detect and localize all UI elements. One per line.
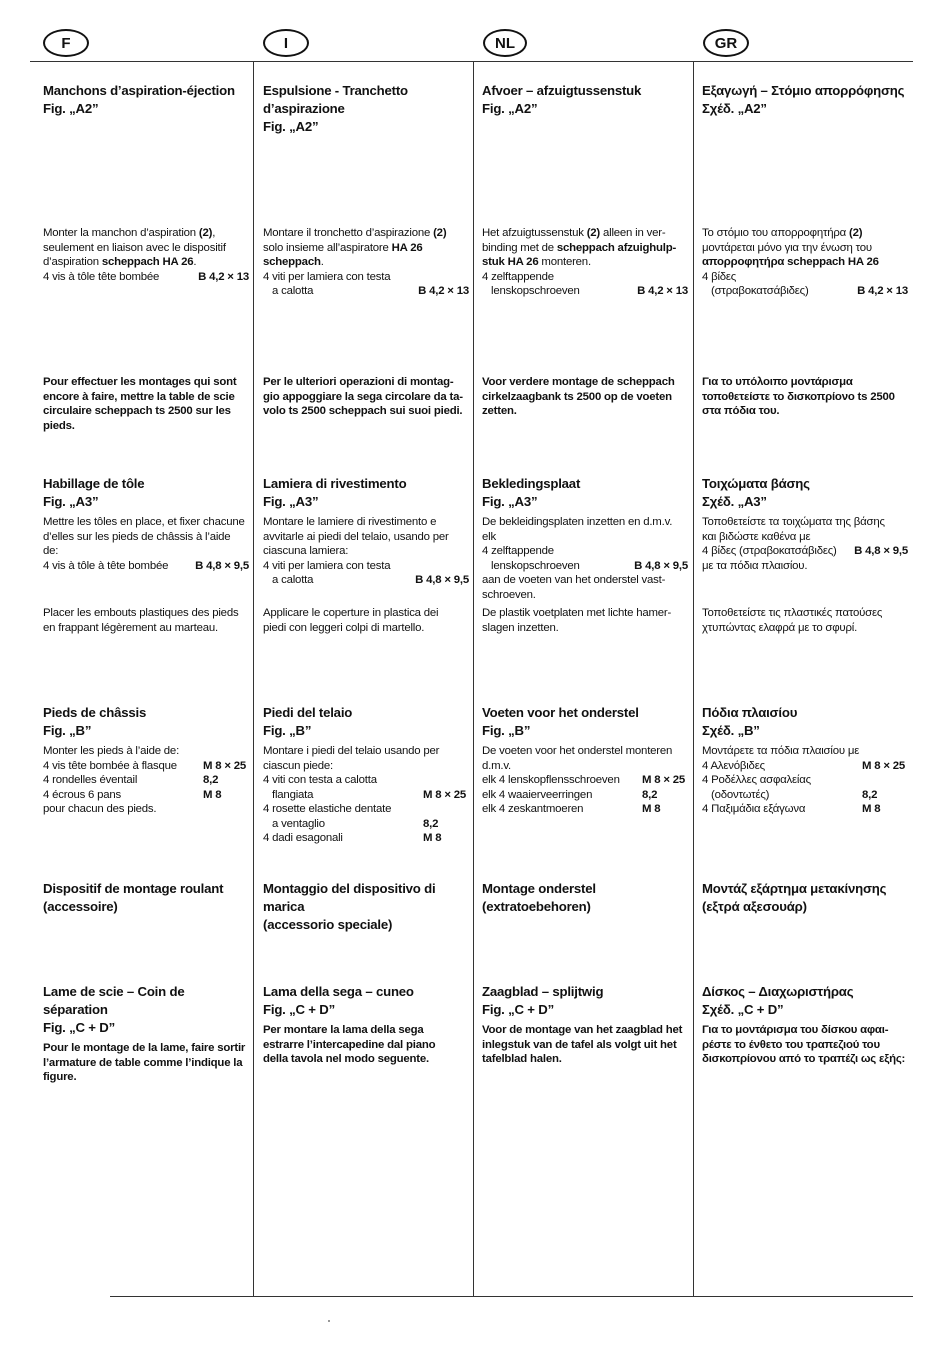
part-row <box>43 788 249 803</box>
text-line: και βιδώστε καθένα με <box>702 530 811 543</box>
text-line: Montage onderstel <box>482 881 596 896</box>
figure-ref: Σχέδ. „C + D” <box>702 1002 784 1017</box>
screw-spec <box>263 559 469 574</box>
screw-label-2: a calotta <box>272 285 314 297</box>
text-line: gio appoggiare la sega circolare da ta- <box>263 390 463 403</box>
suction-text <box>263 226 469 270</box>
stray-mark <box>328 1320 330 1322</box>
feet-parts-list <box>482 773 688 817</box>
text-line: figure. <box>43 1071 77 1083</box>
mounting-note <box>702 375 908 419</box>
text-line: ciascun piede: <box>263 759 334 772</box>
text-fragment: Het afzuigtussenstuk <box>482 227 587 239</box>
text-line: pieds. <box>43 419 75 432</box>
part-row <box>263 773 469 788</box>
section-suction <box>482 82 688 118</box>
text-line: encore à faire, mettre la table de scie <box>43 390 235 403</box>
suction-text <box>482 226 688 270</box>
feet-after <box>43 802 249 817</box>
text-fragment: (2) <box>433 227 447 239</box>
text-fragment: . <box>193 256 197 268</box>
part-row-cont <box>263 817 469 832</box>
section-title: Lame de scie – Coin de séparation <box>43 984 185 1017</box>
part-name-cont: a ventaglio <box>272 817 325 830</box>
part-name-cont: (οδοντωτές) <box>711 788 770 801</box>
screw-label-2: (στραβοκατσάβιδες) <box>711 285 809 297</box>
figure-ref: Fig. „A3” <box>263 494 319 509</box>
header-rule <box>30 61 913 62</box>
section-feet <box>702 704 908 817</box>
section-rolling-device <box>43 880 249 916</box>
part-name: 4 Παξιμάδια εξάγωνα <box>702 803 806 815</box>
section-title: Piedi del telaio <box>263 705 353 720</box>
feet-parts-list <box>263 773 469 846</box>
part-size: M 8 × 25 <box>203 759 247 772</box>
section-rolling-device <box>263 880 469 934</box>
text-line: ciascuna lamiera: <box>263 545 349 557</box>
part-name: elk 4 waaierveerringen <box>482 788 593 801</box>
text-line: inlegstuk van de tafel als volgt uit het <box>482 1038 677 1051</box>
section-saw-blade <box>482 983 688 1067</box>
section-suction <box>263 82 469 136</box>
screw-spec-2 <box>702 284 908 299</box>
section-title: Τοιχώματα βάσης <box>702 476 810 491</box>
section-suction <box>702 82 908 118</box>
part-size <box>862 773 908 788</box>
text-fragment: . <box>320 256 324 268</box>
text-line: avvitarle ai piedi del telaio, usando per <box>263 530 449 543</box>
part-row <box>263 831 469 846</box>
mounting-note-text <box>263 375 469 419</box>
text-line: schroeven. <box>482 588 536 601</box>
figure-ref: Fig. „A2” <box>263 119 319 134</box>
footer-rule <box>110 1296 913 1297</box>
text-line: τοποθετείστε το δισκοπρίονο ts 2500 <box>702 390 895 403</box>
figure-ref: Fig. „A2” <box>482 101 538 116</box>
text-line: Voor verdere montage de scheppach <box>482 376 675 388</box>
figure-ref: Fig. „C + D” <box>482 1002 554 1017</box>
cladding-after <box>702 559 908 574</box>
saw-blade-text <box>702 1023 908 1067</box>
screw-spec-2 <box>263 573 469 588</box>
text-fragment: Monter la manchon d’aspiration <box>43 227 199 239</box>
mounting-note <box>482 375 688 419</box>
screw-value-2: B 4,8 × 9,5 <box>634 559 688 572</box>
text-line: Μοντάζ εξάρτημα μετακίνησης <box>702 881 887 896</box>
section-cladding <box>702 475 908 573</box>
part-row-cont <box>263 788 469 803</box>
section-title: Δίσκος – Διαχωριστήρας <box>702 984 854 999</box>
feet-intro <box>263 744 469 773</box>
section-title: Afvoer – afzuigtussenstuk <box>482 83 642 98</box>
lang-badge-gr: GR <box>703 29 749 57</box>
screw-value: B 4,8 × 9,5 <box>854 545 908 557</box>
text-line: (accessoire) <box>43 899 118 914</box>
mounting-note-text <box>702 375 908 419</box>
plastic-caps-note <box>482 606 688 635</box>
text-line: ρέστε το ένθετο του τραπεζιού του <box>702 1038 880 1051</box>
text-line: με τα πόδια πλαισίου. <box>702 559 808 572</box>
column-divider <box>253 62 254 1296</box>
screw-label: 4 βίδες <box>702 270 737 283</box>
part-name: 4 Ροδέλλες ασφαλείας <box>702 774 811 786</box>
text-line: della tavola nel modo seguente. <box>263 1053 429 1065</box>
suction-text <box>43 226 249 270</box>
plastic-caps-note <box>43 606 249 635</box>
text-fragment: scheppach afzuighulp- <box>556 241 677 254</box>
text-fragment: binding met de <box>482 241 557 254</box>
text-fragment: απορροφητήρα scheppach HA 26 <box>702 256 879 268</box>
part-name: 4 Αλενόβιδες <box>702 759 765 772</box>
text-line: Monter les pieds à l’aide de: <box>43 745 180 757</box>
text-line: Pour le montage de la lame, faire sortir <box>43 1042 246 1054</box>
part-size: M 8 <box>203 788 222 801</box>
mounting-note <box>263 375 469 419</box>
figure-ref: Fig. „A2” <box>43 101 99 116</box>
part-size: M 8 <box>642 803 661 815</box>
lang-badge-nl: NL <box>483 29 527 57</box>
text-line: d’elles sur les pieds de châssis à l’aide <box>43 530 231 543</box>
text-line: Montare le lamiere di rivestimento e <box>263 516 437 528</box>
plastic-caps-text <box>702 606 908 635</box>
text-line: en frappant légèrement au marteau. <box>43 621 218 634</box>
screw-value-2: B 4,2 × 13 <box>857 285 908 297</box>
part-row-cont <box>702 788 908 803</box>
text-line: zetten. <box>482 405 517 417</box>
cladding-text <box>482 515 688 544</box>
text-line: Για το μοντάρισμα του δίσκου αφαι- <box>702 1024 889 1036</box>
section-title: Bekledingsplaat <box>482 476 581 491</box>
saw-blade-text <box>43 1041 249 1085</box>
section-cladding <box>482 475 688 602</box>
text-fragment: μοντάρεται μόνο για την ένωση του <box>702 241 872 254</box>
cladding-text <box>263 515 469 559</box>
text-line: volo ts 2500 scheppach sui suoi piedi. <box>263 405 463 417</box>
part-name: 4 rosette elastiche dentate <box>263 803 392 815</box>
text-fragment: HA 26 <box>391 241 423 254</box>
screw-spec <box>263 270 469 285</box>
text-line: Per montare la lama della sega <box>263 1024 424 1036</box>
part-name: 4 rondelles éventail <box>43 774 138 786</box>
text-fragment: monteren. <box>538 256 591 268</box>
section-rolling-device <box>482 880 688 916</box>
figure-ref: Fig. „B” <box>43 723 92 738</box>
part-name: 4 écrous 6 pans <box>43 788 122 801</box>
text-fragment: scheppach HA 26 <box>101 256 194 268</box>
screw-label-2: a calotta <box>272 574 314 586</box>
section-feet <box>43 704 249 817</box>
rolling-device-title <box>43 880 249 916</box>
screw-spec <box>43 559 249 574</box>
screw-value-2: B 4,2 × 13 <box>418 285 469 297</box>
text-line: Voor de montage van het zaagblad het <box>482 1024 683 1036</box>
text-line: piedi con leggeri colpi di martello. <box>263 621 425 634</box>
text-fragment: Το στόμιο του απορροφητήρα <box>702 227 850 239</box>
section-saw-blade <box>43 983 249 1085</box>
section-cladding <box>263 475 469 588</box>
suction-instructions <box>43 226 249 284</box>
cladding-text <box>43 515 249 559</box>
part-size: 8,2 <box>203 774 219 786</box>
cladding-text <box>702 515 908 544</box>
text-line: aan de voeten van het onderstel vast- <box>482 574 666 586</box>
text-line: Montaggio del dispositivo di <box>263 881 436 896</box>
screw-value: B 4,8 × 9,5 <box>195 559 249 572</box>
text-fragment: (2) <box>198 227 213 239</box>
text-line: pour chacun des pieds. <box>43 803 157 815</box>
feet-parts-list <box>702 759 908 817</box>
plastic-caps-note <box>263 606 469 635</box>
text-line: Pour effectuer les montages qui sont <box>43 376 237 388</box>
section-title: Πόδια πλαισίου <box>702 705 798 720</box>
plastic-caps-text <box>43 606 249 635</box>
screw-label: 4 viti per lamiera con testa <box>263 559 391 572</box>
part-row <box>43 773 249 788</box>
text-fragment: stuk HA 26 <box>482 256 539 268</box>
rolling-device-title <box>482 880 688 916</box>
text-line: Per le ulteriori operazioni di montag- <box>263 376 454 388</box>
screw-spec <box>43 270 249 285</box>
text-line: Montare i piedi del telaio usando per <box>263 745 440 757</box>
screw-label: 4 zelftappende <box>482 545 554 557</box>
figure-ref: Σχέδ. „A3” <box>702 494 767 509</box>
text-line: tafelblad halen. <box>482 1053 562 1065</box>
text-fragment: scheppach <box>263 256 321 268</box>
screw-label: 4 βίδες (στραβοκατσάβιδες) <box>702 545 837 557</box>
screw-value-2: B 4,2 × 13 <box>637 285 688 297</box>
part-size: M 8 × 25 <box>642 774 686 786</box>
part-size: 8,2 <box>862 788 878 801</box>
part-size: M 8 × 25 <box>423 788 467 801</box>
text-line: Για το υπόλοιπο μοντάρισμα <box>702 376 853 388</box>
section-title: Espulsione - Tranchetto d’aspirazione <box>263 83 408 116</box>
text-line: στα πόδια του. <box>702 405 780 417</box>
part-size <box>423 773 469 788</box>
figure-ref: Σχέδ. „B” <box>702 723 760 738</box>
saw-blade-text <box>482 1023 688 1067</box>
screw-spec-2 <box>482 559 688 574</box>
section-suction <box>43 82 249 118</box>
plastic-caps-text <box>482 606 688 635</box>
figure-ref: Fig. „C + D” <box>43 1020 115 1035</box>
text-line: δισκοπρίονου από το τραπέζι ως εξής: <box>702 1053 906 1065</box>
text-fragment: solo insieme all’aspiratore <box>263 241 392 254</box>
screw-value: B 4,2 × 13 <box>198 270 249 283</box>
part-row <box>263 802 469 817</box>
screw-spec <box>702 544 908 559</box>
mounting-note <box>43 375 249 433</box>
section-feet <box>482 704 688 817</box>
screw-spec <box>482 270 688 285</box>
text-line: circulaire scheppach ts 2500 sur les <box>43 405 231 417</box>
section-feet <box>263 704 469 846</box>
rolling-device-title <box>263 880 469 934</box>
text-line: Dispositif de montage roulant <box>43 881 224 896</box>
screw-value-2: B 4,8 × 9,5 <box>415 574 469 586</box>
part-row <box>482 773 688 788</box>
section-title: Lamiera di rivestimento <box>263 476 407 491</box>
screw-spec-2 <box>482 284 688 299</box>
text-fragment: , <box>212 227 216 239</box>
feet-intro <box>482 744 688 773</box>
part-row <box>482 788 688 803</box>
section-title: Pieds de châssis <box>43 705 147 720</box>
figure-ref: Fig. „B” <box>263 723 312 738</box>
text-line: d.m.v. <box>482 759 511 772</box>
suction-instructions <box>482 226 688 299</box>
part-name-cont: flangiata <box>272 788 314 801</box>
text-line: marica <box>263 899 305 914</box>
figure-ref: Fig. „A3” <box>43 494 99 509</box>
text-line: Mettre les tôles en place, et fixer chacune <box>43 516 245 528</box>
screw-label: 4 vis à tôle tête bombée <box>43 270 160 283</box>
text-fragment: alleen in ver- <box>600 227 666 239</box>
text-line: cirkelzaagbank ts 2500 op de voeten <box>482 390 672 403</box>
text-fragment: Montare il tronchetto d’aspirazione <box>263 227 434 239</box>
mounting-note-text <box>482 375 688 419</box>
rolling-device-title <box>702 880 908 916</box>
text-fragment: (2) <box>849 227 863 239</box>
screw-spec-2 <box>263 284 469 299</box>
plastic-caps-note <box>702 606 908 635</box>
part-size: 8,2 <box>642 788 658 801</box>
text-line: l’armature de table comme l’indique la <box>43 1056 243 1069</box>
screw-label-2: lenskopschroeven <box>491 559 580 572</box>
plastic-caps-text <box>263 606 469 635</box>
part-row <box>702 802 908 817</box>
suction-text <box>702 226 908 270</box>
text-line: Applicare le coperture in plastica dei <box>263 607 439 619</box>
section-title: Zaagblad – splijtwig <box>482 984 604 999</box>
text-line: (εξτρά αξεσουάρ) <box>702 899 807 914</box>
part-row <box>702 759 908 774</box>
text-line: (extratoebehoren) <box>482 899 591 914</box>
suction-instructions <box>263 226 469 299</box>
feet-intro <box>43 744 249 759</box>
text-line: Μοντάρετε τα πόδια πλαισίου με <box>702 745 860 757</box>
part-size <box>423 802 469 817</box>
section-rolling-device <box>702 880 908 916</box>
screw-label: 4 vis à tôle à tête bombée <box>43 559 169 572</box>
screw-spec <box>482 544 688 559</box>
part-name: 4 dadi esagonali <box>263 832 343 844</box>
text-line: Placer les embouts plastiques des pieds <box>43 607 239 619</box>
part-name: elk 4 zeskantmoeren <box>482 803 584 815</box>
part-size: 8,2 <box>423 817 439 830</box>
part-size: M 8 × 25 <box>862 759 906 772</box>
section-title: Manchons d’aspiration-éjection <box>43 83 235 98</box>
feet-intro <box>702 744 908 759</box>
part-row <box>43 759 249 774</box>
figure-ref: Fig. „A3” <box>482 494 538 509</box>
screw-spec <box>702 270 908 285</box>
section-title: Voeten voor het onderstel <box>482 705 639 720</box>
section-saw-blade <box>702 983 908 1067</box>
part-name: elk 4 lenskopflensschroeven <box>482 774 620 786</box>
part-row <box>702 773 908 788</box>
text-line: estrarre l’intercapedine dal piano <box>263 1038 436 1051</box>
text-line: Τοποθετείστε τα τοιχώματα της βάσης <box>702 516 885 528</box>
lang-badge-f: F <box>43 29 89 57</box>
text-line: χτυπώντας ελαφρά με το σφυρί. <box>702 621 858 634</box>
text-fragment: (2) <box>586 227 601 239</box>
feet-parts-list <box>43 759 249 803</box>
text-line: slagen inzetten. <box>482 621 559 634</box>
text-line: (accessorio speciale) <box>263 917 393 932</box>
lang-badge-i: I <box>263 29 309 57</box>
screw-label: 4 zelftappende <box>482 270 554 283</box>
text-fragment: seulement en liaison avec le dispositif <box>43 241 226 254</box>
part-size: M 8 <box>862 803 881 815</box>
text-line: de: <box>43 545 59 557</box>
screw-label-2: lenskopschroeven <box>491 285 580 297</box>
part-size: M 8 <box>423 832 442 844</box>
column-divider <box>473 62 474 1296</box>
figure-ref: Fig. „C + D” <box>263 1002 335 1017</box>
cladding-after <box>482 573 688 602</box>
section-title: Habillage de tôle <box>43 476 145 491</box>
part-row <box>482 802 688 817</box>
text-line: De voeten voor het onderstel monteren <box>482 745 673 757</box>
saw-blade-text <box>263 1023 469 1067</box>
text-line: Τοποθετείστε τις πλαστικές πατούσες <box>702 607 883 619</box>
part-name: 4 vis tête bombée à flasque <box>43 759 177 772</box>
figure-ref: Σχέδ. „A2” <box>702 101 767 116</box>
screw-label: 4 viti per lamiera con testa <box>263 270 391 283</box>
figure-ref: Fig. „B” <box>482 723 531 738</box>
column-divider <box>693 62 694 1296</box>
section-cladding <box>43 475 249 573</box>
part-name: 4 viti con testa a calotta <box>263 774 377 786</box>
section-title: Εξαγωγή – Στόμιο απορρόφησης <box>702 83 905 98</box>
section-saw-blade <box>263 983 469 1067</box>
text-fragment: d’aspiration <box>43 256 102 268</box>
text-line: De plastik voetplaten met lichte hamer- <box>482 607 672 619</box>
mounting-note-text <box>43 375 249 433</box>
text-line: De bekleidingsplaten inzetten en d.m.v. elk <box>482 516 673 543</box>
section-title: Lama della sega – cuneo <box>263 984 414 999</box>
suction-instructions <box>702 226 908 299</box>
